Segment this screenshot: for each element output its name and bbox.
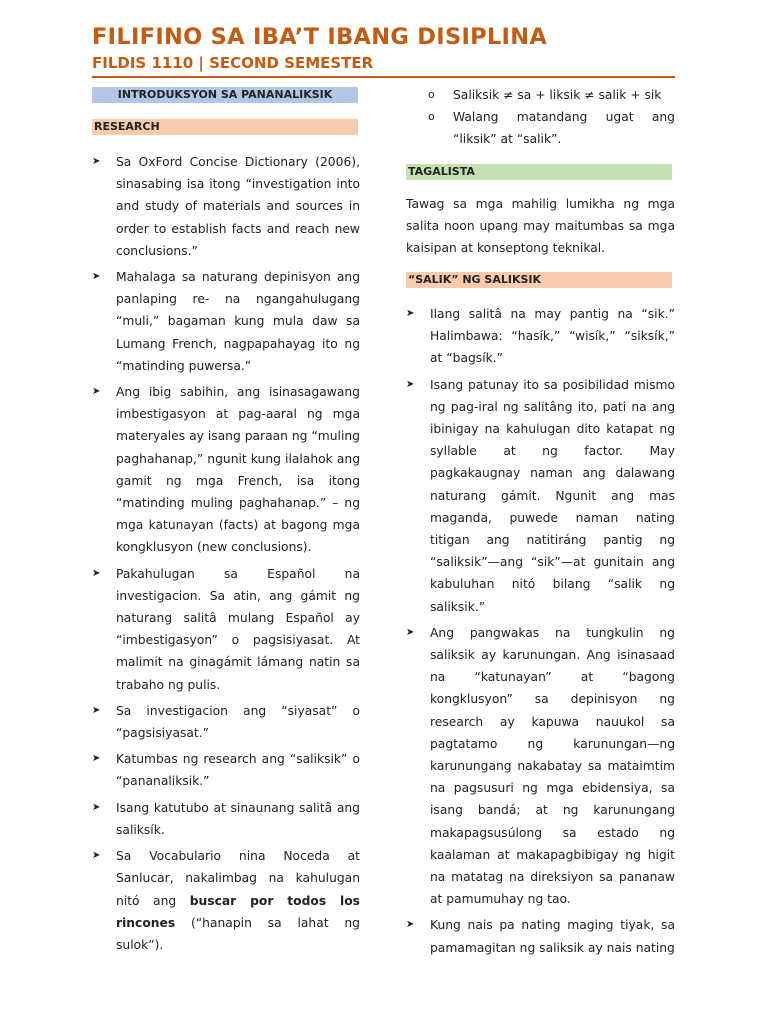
- arrowhead-bullet-icon: ➤: [92, 801, 101, 813]
- sub-list-item-text: Walang matandang ugat ang “liksik” at “salik”.: [453, 110, 675, 147]
- arrowhead-bullet-icon: ➤: [406, 919, 415, 931]
- circle-bullet-icon: o: [428, 110, 435, 124]
- arrowhead-bullet-icon: ➤: [92, 271, 101, 283]
- list-item: [92, 151, 360, 262]
- sub-list-item: [428, 106, 675, 150]
- title-divider: [92, 76, 675, 78]
- sub-list-item: [428, 84, 675, 106]
- section-heading-tagalista: TAGALISTA: [406, 164, 672, 180]
- list-item-text: Ilang salitâ na may pantig na “sik.” Halimbawa: “hasík,” “wisík,” “siksík,” at “bagsík.”: [430, 307, 675, 366]
- list-item-text-suffix: (“hanapin sa lahat ng sulok”).: [116, 915, 360, 952]
- list-item: [92, 748, 360, 792]
- document-subtitle: FILDIS 1110 | SECOND SEMESTER: [92, 54, 374, 72]
- salik-bullet-list: [406, 303, 675, 963]
- list-item: [92, 845, 360, 956]
- section-heading-research: RESEARCH: [92, 119, 358, 135]
- list-item: [406, 622, 675, 911]
- list-item: [92, 381, 360, 559]
- list-item-text: Sa OxFord Concise Dictionary (2006), sinasabing isa itong “investigation into and study of materials and sources in order to establish facts and reach new conclusions.”: [116, 155, 360, 258]
- list-item-text: Kung nais pa nating maging tiyak, sa pamamagitan ng saliksik ay nais nating: [430, 918, 675, 955]
- list-item: [92, 563, 360, 696]
- list-item-text: Ang ibig sabihin, ang isinasagawang imbestigasyon at pag-aaral ng mga materyales ay isang paraan ng “muling paghahanap,” ngunit kung ilalahok ang gamit ng mga French, isa itong “matinding muling paghahanap.” – ng mga katunayan (facts) at bagong mga kongklusyon (new conclusions).: [116, 385, 360, 555]
- circle-bullet-icon: o: [428, 88, 435, 101]
- arrowhead-bullet-icon: ➤: [406, 308, 415, 319]
- arrowhead-bullet-icon: ➤: [92, 386, 101, 398]
- section-heading-salik: “SALIK” NG SALIKSIK: [406, 272, 672, 288]
- arrowhead-bullet-icon: ➤: [92, 753, 101, 765]
- list-item: [406, 303, 675, 370]
- list-item-text: Katumbas ng research ang “saliksik” o “pananaliksik.”: [116, 752, 360, 789]
- list-item: [92, 797, 360, 841]
- list-item-text: Sa investigacion ang “siyasat” o “pagsisiyasat.”: [116, 703, 360, 741]
- arrowhead-bullet-icon: ➤: [92, 156, 101, 167]
- section-title-introduksyon: INTRODUKSYON SA PANANALIKSIK: [92, 87, 358, 103]
- list-item-text-prefix: Sa Vocabulario nina Noceda at Sanlucar, nakalimbag na kahulugan nitó ang: [116, 849, 360, 908]
- sub-list-item-text: Saliksik ≠ sa + liksik ≠ salik + sik: [453, 88, 662, 102]
- list-item: [92, 700, 360, 744]
- arrowhead-bullet-icon: ➤: [92, 850, 101, 862]
- arrowhead-bullet-icon: ➤: [406, 626, 415, 638]
- list-item-text: Ang pangwakas na tungkulin ng saliksik ay karunungan. Ang isinasaad na “katunayan” at “bagong kongklusyon” sa depinisyon ng research ay kapuwa nauukol sa pagtatamo ng karunungan—ng karunungang nakabatay sa mataimtim na pagsusuri ng mga ebidensiya, sa isang bandá; at ng karunungang makapagsusúlong sa estado ng kaalaman at makapagbibigay ng higit na matatag na direksiyon sa pananaw at pamumuhay ng tao.: [430, 625, 675, 907]
- arrowhead-bullet-icon: ➤: [406, 378, 415, 390]
- list-item-text-emphasis: buscar por todos los rincones: [116, 893, 360, 930]
- arrowhead-bullet-icon: ➤: [92, 567, 101, 579]
- list-item-text: Pakahulugan sa Español na investigacion. Sa atin, ang gámit ng naturang salitâ mulang Español ay “imbestigasyon” o pagsisiyasat. At malimit na ginagámit lámang natin sa trabaho ng pulis.: [116, 566, 360, 692]
- etymology-sub-list: [428, 84, 675, 151]
- research-bullet-list: [92, 151, 360, 960]
- list-item-text: Isang patunay ito sa posibilidad mismo ng pag-iral ng salitâng ito, pati na ang ibinigay na kahulugan dito katapat ng syllable at ng factor. May pagkakaugnay naman ang dalawang naturang gámit. Ngunit ang mas maganda, puwede naman nating titigan ang natitiráng pantig ng “saliksik”—ang “sik”—at gunitain ang kabuluhan nitó bilang “salik ng saliksik.”: [430, 377, 675, 614]
- list-item: [92, 266, 360, 377]
- list-item-text: Isang katutubo at sinaunang salitâ ang saliksík.: [116, 800, 360, 837]
- document-title: FILIFINO SA IBA’T IBANG DISIPLINA: [92, 24, 548, 50]
- arrowhead-bullet-icon: ➤: [92, 704, 101, 716]
- tagalista-definition: Tawag sa mga mahilig lumikha ng mga salita noon upang may maitumbas sa mga kaisipan at konseptong teknikal.: [406, 197, 675, 256]
- list-item: [406, 374, 675, 618]
- list-item: [406, 914, 675, 958]
- list-item-text: Mahalaga sa naturang depinisyon ang panlaping re- na ngangahulugang “muli,” bagaman kung mula daw sa Lumang French, nagpapahayag ito ng “matinding puwersa.”: [116, 270, 360, 373]
